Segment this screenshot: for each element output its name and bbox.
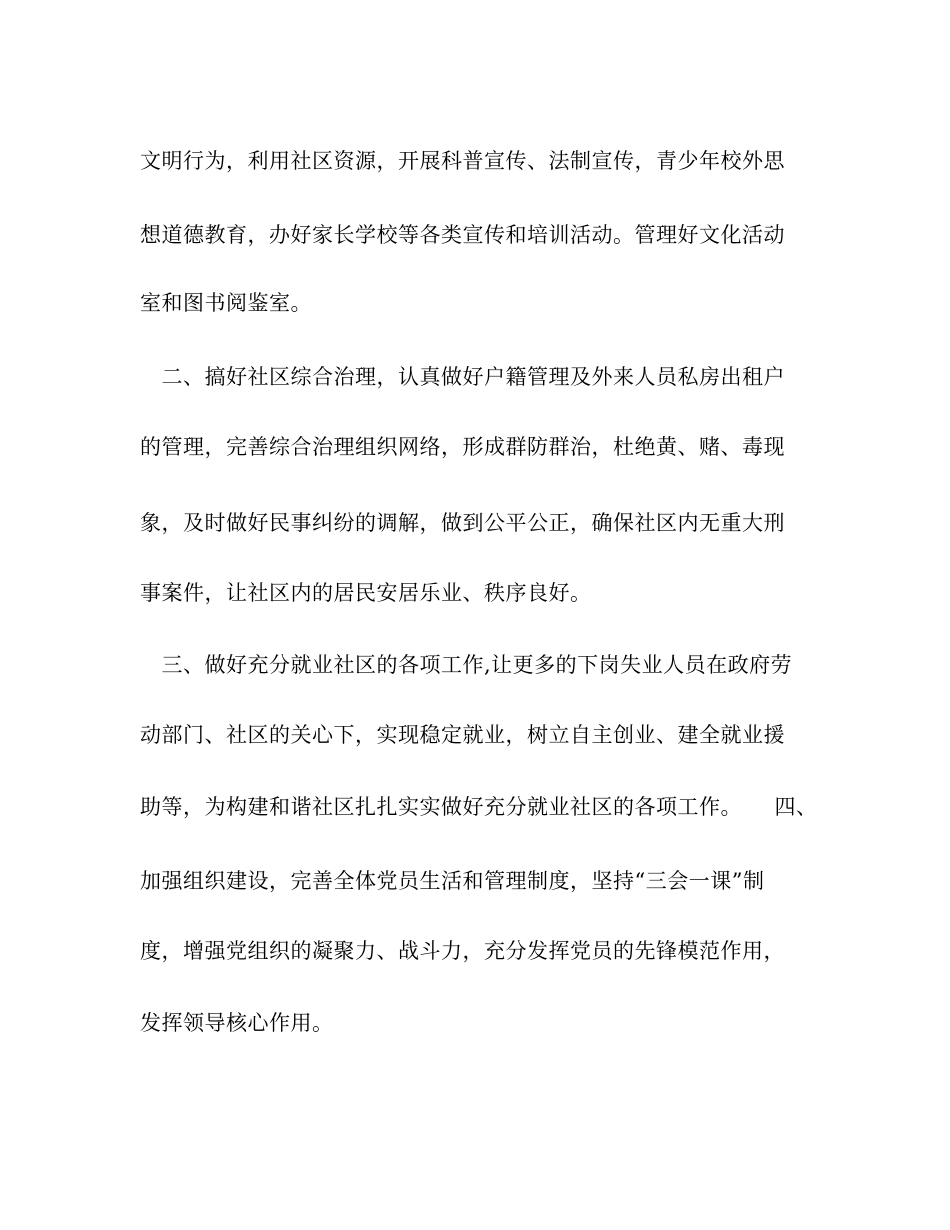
text-line-11: 加强组织建设，完善全体党员生活和管理制度，坚持“三会一课”制 (140, 869, 765, 893)
text-line-3: 室和图书阅鉴室。 (140, 291, 312, 315)
text-line-9: 动部门、社区的关心下，实现稳定就业，树立自主创业、建全就业援 (140, 723, 785, 747)
text-line-7: 事案件，让社区内的居民安居乐业、秩序良好。 (140, 581, 592, 605)
text-line-6: 象，及时做好民事纠纷的调解，做到公平公正，确保社区内无重大刑 (140, 511, 785, 535)
text-line-12: 度，增强党组织的凝聚力、战斗力，充分发挥党员的先锋模范作用， (140, 939, 785, 963)
text-line-5: 的管理，完善综合治理组织网络，形成群防群治，杜绝黄、赌、毒现 (140, 435, 785, 459)
text-line-2: 想道德教育，办好家长学校等各类宣传和培训活动。管理好文化活动 (140, 223, 785, 247)
text-line-8: 三、做好充分就业社区的各项工作,让更多的下岗失业人员在政府劳 (140, 653, 793, 677)
text-line-10: 助等，为构建和谐社区扎扎实实做好充分就业社区的各项工作。 四、 (140, 795, 818, 819)
text-line-4: 二、搞好社区综合治理，认真做好户籍管理及外来人员私房出租户 (140, 365, 785, 389)
text-line-13: 发挥领导核心作用。 (140, 1011, 334, 1035)
text-line-1: 文明行为，利用社区资源，开展科普宣传、法制宣传，青少年校外思 (140, 149, 785, 173)
